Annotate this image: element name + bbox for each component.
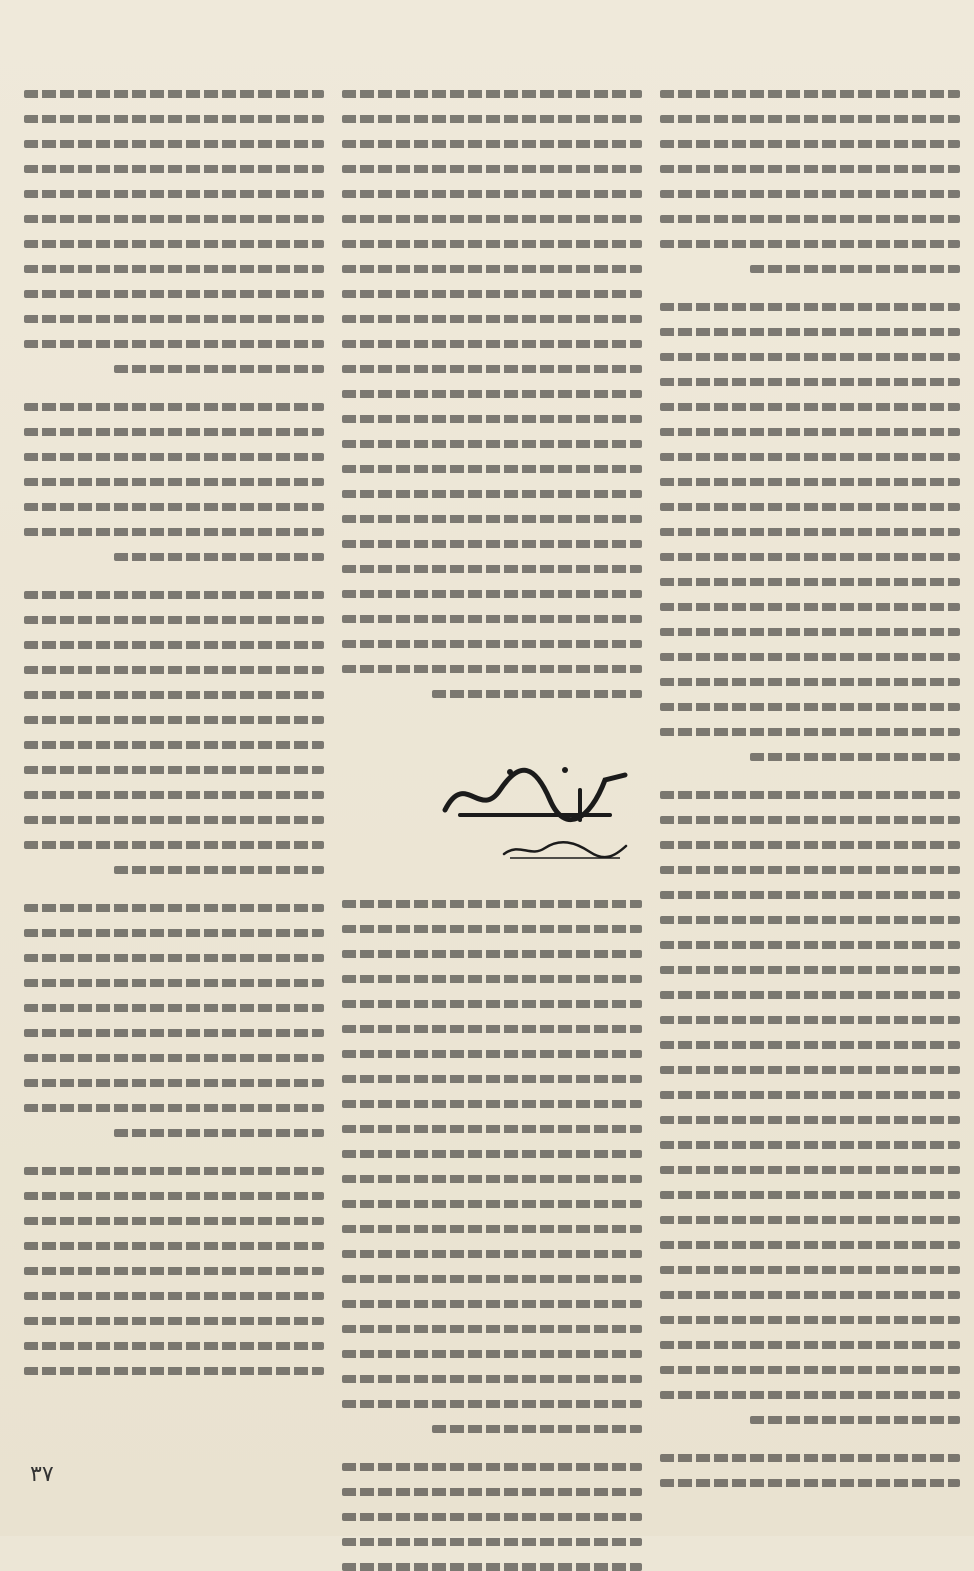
article-column-middle-upper — [342, 90, 642, 730]
article-title-block — [350, 760, 640, 870]
page-number: ٣٧ — [30, 1462, 54, 1487]
calligraphic-byline-art — [500, 838, 630, 862]
article-column-left — [24, 90, 324, 1460]
article-column-right — [660, 90, 960, 1470]
calligraphic-title-art — [440, 760, 630, 830]
article-column-middle-lower — [342, 900, 642, 1470]
